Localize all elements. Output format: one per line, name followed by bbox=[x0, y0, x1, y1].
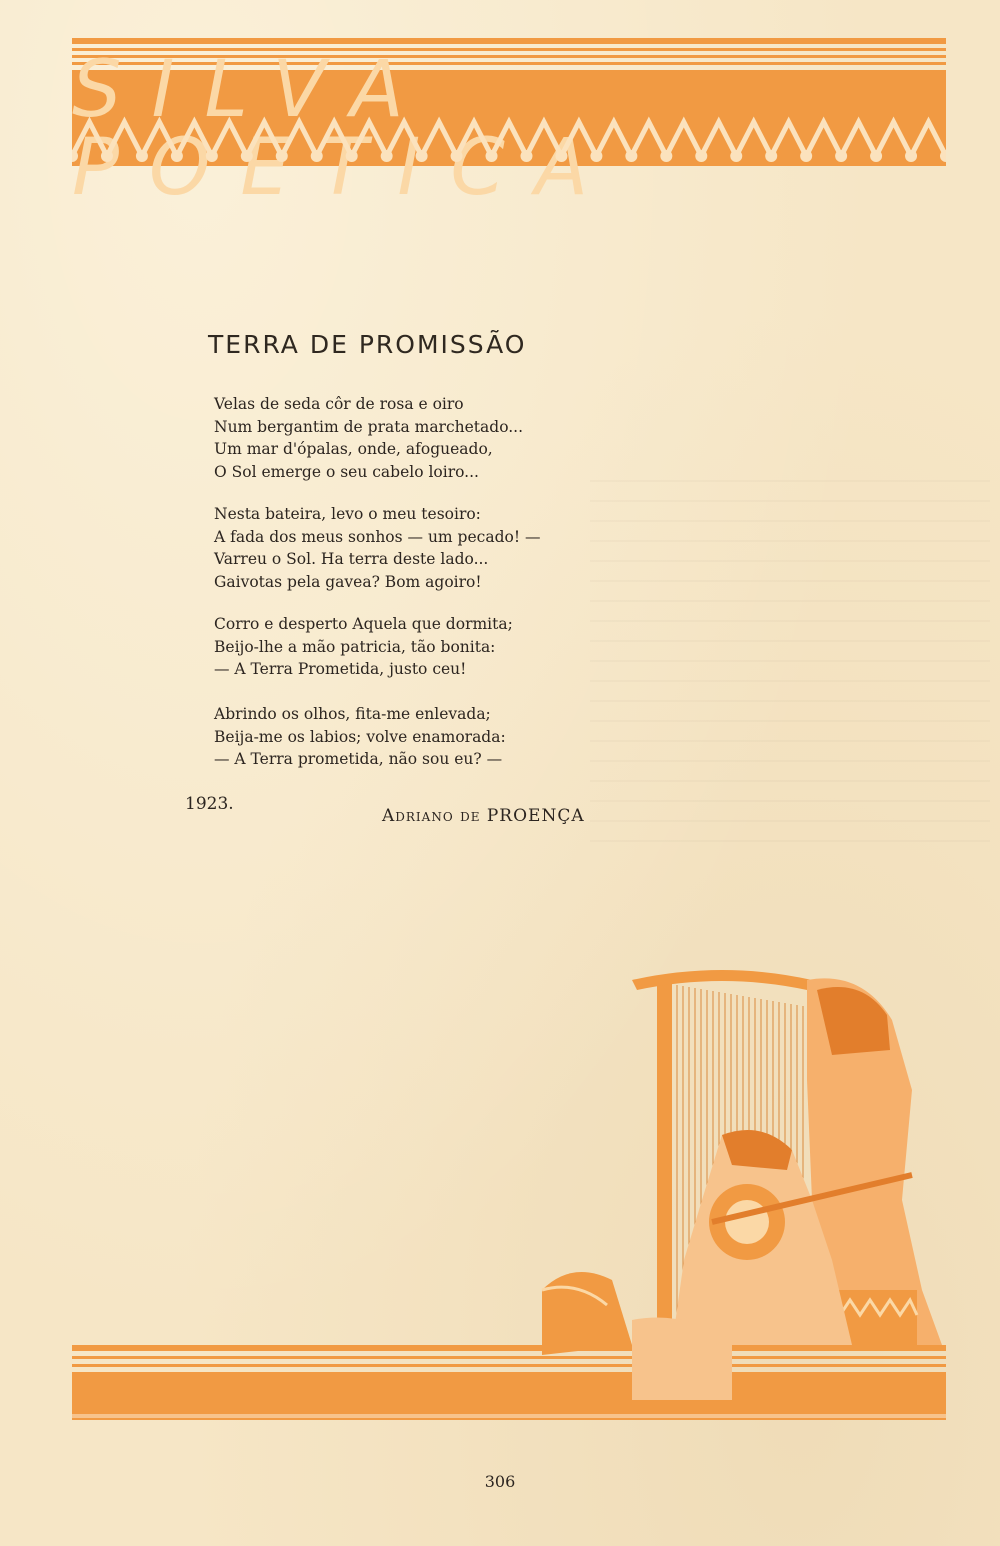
poem-line: Beija-me os labios; volve enamorada: bbox=[214, 727, 506, 746]
poem-line: — A Terra Prometida, justo ceu! bbox=[214, 660, 467, 678]
stanza-4 bbox=[214, 703, 574, 771]
poem-line: — A Terra prometida, não sou eu? — bbox=[214, 750, 503, 768]
poem-line: Beijo-lhe a mão patricia, tão bonita: bbox=[214, 637, 496, 656]
zigzag-ornament bbox=[72, 116, 946, 166]
poem-line: O Sol emerge o seu cabelo loiro... bbox=[214, 462, 479, 481]
poem-line: Num bergantim de prata marchetado... bbox=[214, 417, 524, 436]
poem-line: Gaivotas pela gavea? Bom agoiro! bbox=[214, 572, 482, 591]
stanza-1 bbox=[214, 393, 574, 483]
poem-line: Velas de seda côr de rosa e oiro bbox=[214, 395, 464, 413]
poem-line: Varreu o Sol. Ha terra deste lado... bbox=[214, 550, 489, 568]
poem-line: Nesta bateira, levo o meu tesoiro: bbox=[214, 505, 481, 523]
header-banner bbox=[72, 38, 946, 166]
poem-title: TERRA DE PROMISSÃO bbox=[208, 330, 527, 359]
poem-line: A fada dos meus sonhos — um pecado! — bbox=[214, 527, 541, 546]
harp-players-illustration bbox=[72, 960, 946, 1430]
poem-line: Um mar d'ópalas, onde, afogueado, bbox=[214, 440, 493, 458]
stanza-3 bbox=[214, 613, 574, 681]
poem-year: 1923. bbox=[185, 794, 234, 814]
bleed-through-text bbox=[590, 480, 990, 860]
page-number: 306 bbox=[484, 1472, 516, 1491]
poem-line: Abrindo os olhos, fita-me enlevada; bbox=[214, 705, 491, 723]
poem-line: Corro e desperto Aquela que dormita; bbox=[214, 615, 513, 633]
poem-author: Adriano de PROENÇA bbox=[382, 806, 585, 826]
stanza-2 bbox=[214, 503, 574, 593]
